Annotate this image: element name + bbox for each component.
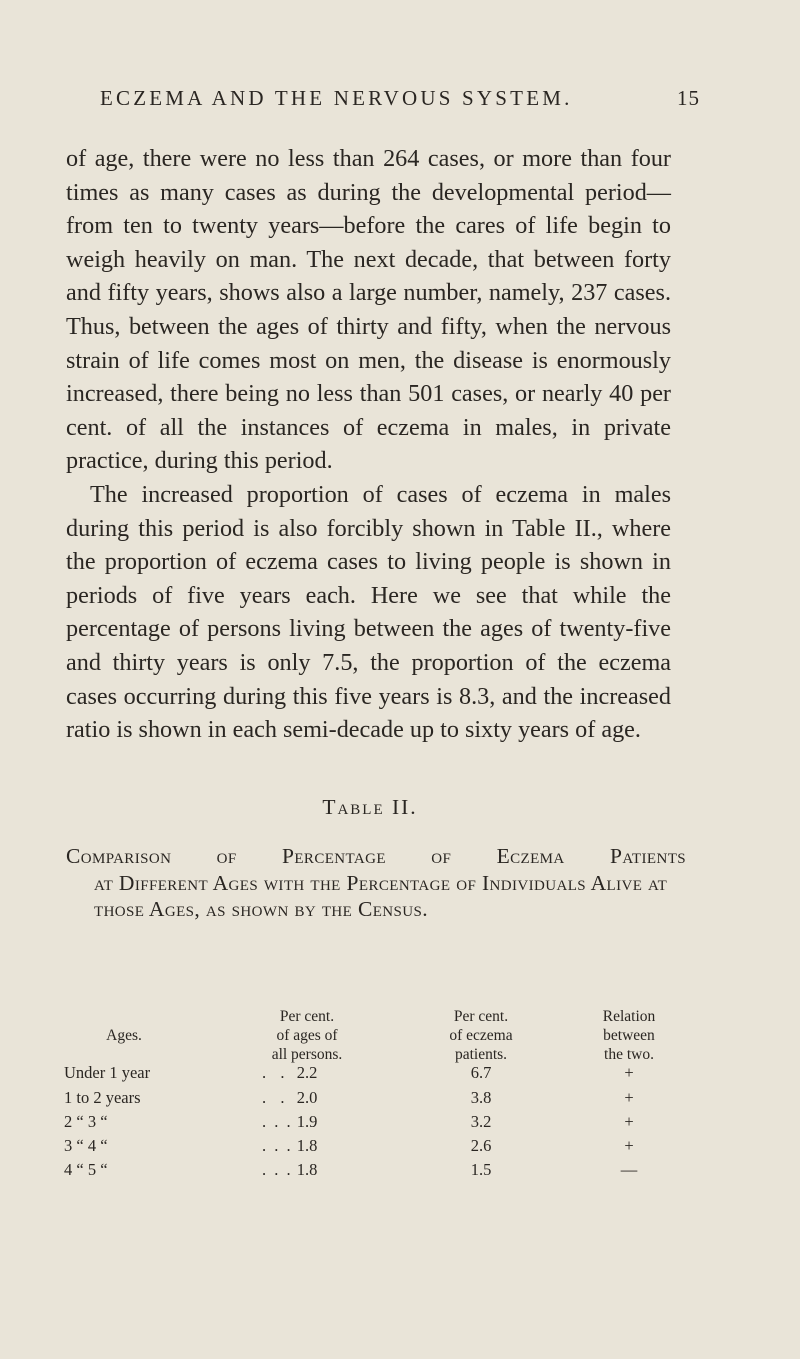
eczema-cell: 1.5 xyxy=(470,1160,492,1179)
col-header-line: Relation xyxy=(602,1008,656,1025)
body-text xyxy=(66,142,671,747)
age-cell: 4 “ 5 “ xyxy=(64,1160,108,1179)
leader-dots: . . xyxy=(262,1088,287,1107)
col-header-eczema xyxy=(416,1007,546,1064)
running-head-title: ECZEMA AND THE NERVOUS SYSTEM. xyxy=(100,86,573,110)
col-header-line: of ages of xyxy=(276,1027,338,1044)
leader-dots: . . . xyxy=(262,1136,293,1155)
table-caption xyxy=(66,843,686,923)
col-header-relation xyxy=(569,1007,689,1064)
table-row xyxy=(64,1088,684,1110)
table-row xyxy=(64,1136,684,1158)
col-header-line: Ages. xyxy=(106,1027,142,1044)
all-persons-cell: 1.9 xyxy=(296,1112,318,1131)
relation-cell: + xyxy=(624,1136,634,1155)
age-cell: 1 to 2 years xyxy=(64,1088,141,1107)
eczema-cell: 3.8 xyxy=(470,1088,492,1107)
relation-cell: + xyxy=(624,1112,634,1131)
leader-dots: . . . xyxy=(262,1160,293,1179)
eczema-cell: 2.6 xyxy=(470,1136,492,1155)
age-cell: Under 1 year xyxy=(64,1063,151,1082)
col-header-line: the two. xyxy=(604,1046,654,1063)
all-persons-cell: 2.0 xyxy=(296,1088,318,1107)
table-row xyxy=(64,1063,684,1085)
eczema-cell: 6.7 xyxy=(470,1063,492,1082)
table-label: Table II. xyxy=(322,795,418,819)
table-caption-rest: at Different Ages with the Percentage of Individuals Alive at those Ages, as shown by the Census. xyxy=(94,870,668,921)
age-cell: 3 “ 4 “ xyxy=(64,1136,108,1155)
col-header-line: all persons. xyxy=(271,1046,343,1063)
leader-dots: . . . xyxy=(262,1112,293,1131)
col-header-line: of eczema xyxy=(449,1027,513,1044)
table-row xyxy=(64,1112,684,1134)
col-header-all-persons xyxy=(242,1007,372,1064)
paragraph-2: The increased proportion of cases of eczema in males during this period is also forcibly shown in Table II., where the proportion of eczema cases to living people is shown in periods of five years each. Here we see that while the percentage of persons living between the ages of twenty-five and thirty years is only 7.5, the proportion of the eczema cases occurring during this five years is 8.3, and the increased ratio is shown in each semi-decade up to sixty years of age. xyxy=(66,480,671,744)
all-persons-cell: 1.8 xyxy=(296,1160,318,1179)
col-header-line: patients. xyxy=(454,1046,508,1063)
table-caption-line-1: Comparison of Percentage of Eczema Patients xyxy=(66,844,686,868)
relation-cell: + xyxy=(624,1088,634,1107)
col-header-ages xyxy=(64,1026,184,1045)
col-header-line: Per cent. xyxy=(453,1008,509,1025)
relation-cell: — xyxy=(620,1160,638,1179)
page-number: 15 xyxy=(677,86,700,110)
paragraph-1: of age, there were no less than 264 cases, or more than four times as many cases as during the developmental period—from ten to twenty years—before the cares of life begin to weigh heavily on man. The next decade, that between forty and fifty years, shows also a large number, namely, 237 cases. Thus, between the ages of thirty and fifty, when the nervous strain of life comes most on men, the disease is enormously increased, there being no less than 501 cases, or nearly 40 per cent. of all the instances of eczema in males, in private practice, during this period. xyxy=(66,145,671,475)
table-row xyxy=(64,1160,684,1182)
all-persons-cell: 2.2 xyxy=(296,1063,318,1082)
relation-cell: + xyxy=(624,1063,634,1082)
all-persons-cell: 1.8 xyxy=(296,1136,318,1155)
age-cell: 2 “ 3 “ xyxy=(64,1112,108,1131)
col-header-line: Per cent. xyxy=(279,1008,335,1025)
col-header-line: between xyxy=(603,1027,655,1044)
leader-dots: . . xyxy=(262,1063,287,1082)
eczema-cell: 3.2 xyxy=(470,1112,492,1131)
